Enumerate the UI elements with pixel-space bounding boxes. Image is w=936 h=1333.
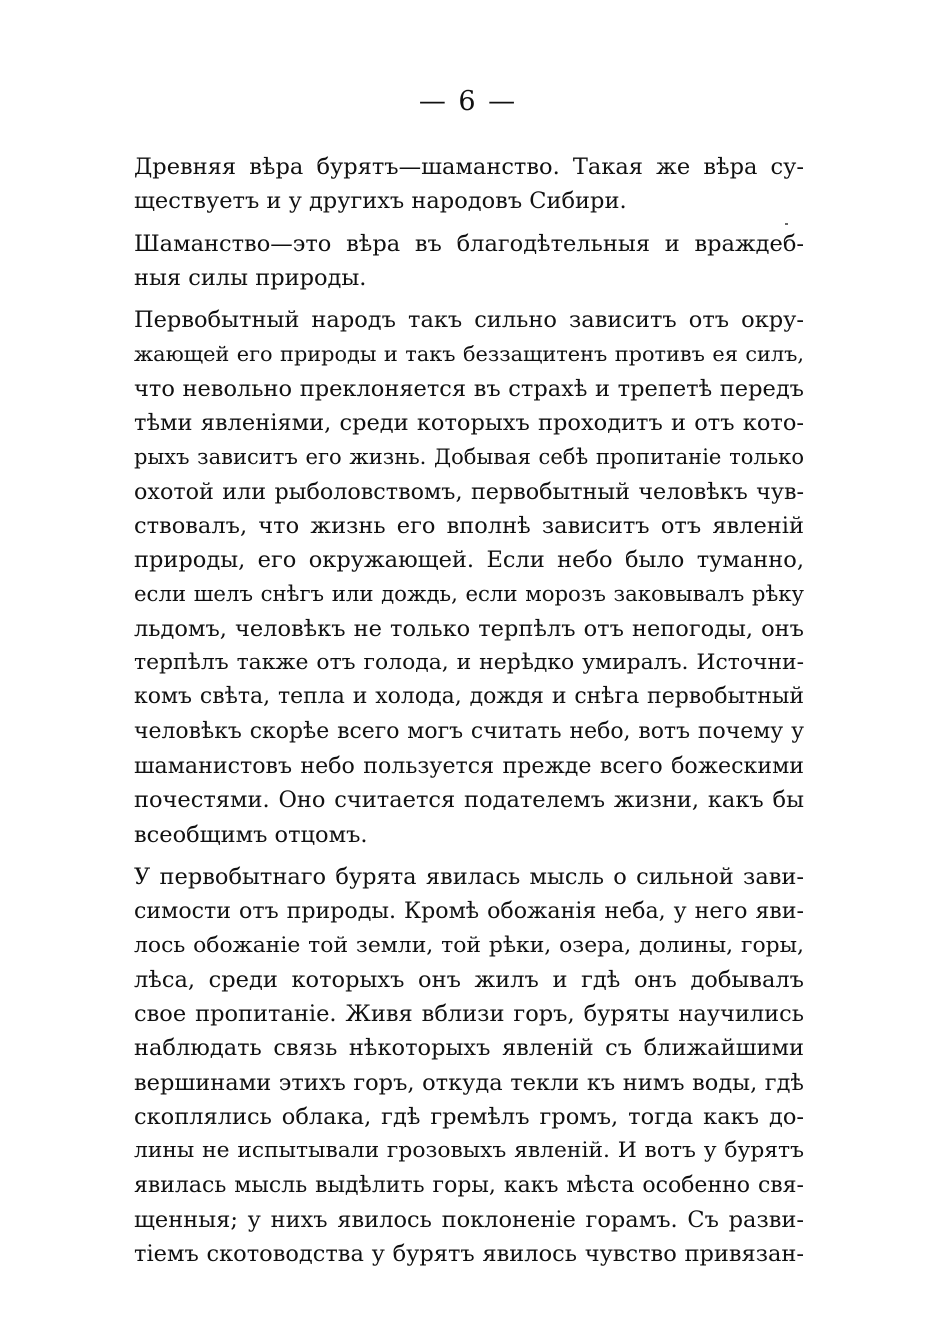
page-number: — 6 — — [418, 86, 518, 117]
text-line: ществуетъ и у другихъ народовъ Сибири. — [134, 188, 627, 215]
text-line: Первобытный народъ такъ сильно зависитъ отъ окру- — [134, 307, 804, 334]
text-line: свое пропитаніе. Живя вблизи горъ, буряты научились — [134, 1001, 804, 1028]
text-line: тіемъ скотоводства у бурятъ явилось чувство привязан- — [134, 1241, 804, 1268]
text-line: почестями. Оно считается подателемъ жизни, какъ бы — [134, 787, 804, 814]
text-line: вершинами этихъ горъ, откуда текли къ нимъ воды, гдѣ — [134, 1069, 804, 1096]
text-line: ныя силы природы. — [134, 264, 367, 291]
text-line: что невольно преклоняется въ страхѣ и трепетѣ передъ — [134, 375, 804, 402]
paragraph — [134, 150, 804, 219]
paragraph — [134, 860, 804, 1272]
text-line: ствовалъ, что жизнь его вполнѣ зависитъ отъ явленій — [134, 512, 804, 539]
text-line: человѣкъ скорѣе всего могъ считать небо, вотъ почему у — [134, 718, 804, 744]
text-line: всеобщимъ отцомъ. — [134, 821, 368, 848]
text-line: У первобытнаго бурята явилась мысль о сильной зави- — [134, 863, 804, 890]
text-line: тѣми явленіями, среди которыхъ проходитъ и отъ кото- — [134, 410, 804, 437]
text-line: терпѣлъ также отъ голода, и нерѣдко умиралъ. Источни- — [134, 650, 804, 676]
text-line: льдомъ, человѣкъ не только терпѣлъ отъ непогоды, онъ — [134, 615, 804, 642]
body-text — [134, 150, 804, 1272]
text-line: наблюдать связь нѣкоторыхъ явленій съ ближайшими — [134, 1035, 804, 1062]
text-line: шаманистовъ небо пользуется прежде всего божескими — [134, 753, 804, 780]
text-line: природы, его окружающей. Если небо было туманно, — [134, 547, 804, 574]
text-line: жающей его природы и такъ беззащитенъ противъ ея силъ, — [134, 342, 804, 367]
text-line: симости отъ природы. Кромѣ обожанія неба, у него яви- — [134, 898, 804, 925]
paragraph — [134, 227, 804, 296]
text-line: лины не испытывали грозовыхъ явленій. И вотъ у бурятъ — [134, 1138, 804, 1164]
text-line: лось обожаніе той земли, той рѣки, озера, долины, горы, — [134, 932, 804, 958]
text-line: Шаманство—это вѣра въ благодѣтельныя и враждеб- — [134, 230, 804, 257]
paragraph — [134, 303, 804, 852]
text-line: лѣса, среди которыхъ онъ жилъ и гдѣ онъ добывалъ — [134, 966, 804, 993]
text-line: рыхъ зависитъ его жизнь. Добывая себѣ пропитаніе только — [134, 444, 804, 470]
text-line: явилась мысль выдѣлить горы, какъ мѣста особенно свя- — [134, 1172, 804, 1198]
text-line: если шелъ снѣгъ или дождь, если морозъ заковывалъ рѣку — [134, 581, 804, 607]
text-line: скоплялись облака, гдѣ гремѣлъ громъ, тогда какъ до- — [134, 1104, 804, 1131]
text-line: Древняя вѣра бурятъ—шаманство. Такая же вѣра су- — [134, 154, 804, 180]
text-line: щенныя; у нихъ явилось поклоненіе горамъ. Съ разви- — [134, 1206, 804, 1233]
text-line: охотой или рыболовствомъ, первобытный человѣкъ чув- — [134, 478, 804, 505]
text-line: комъ свѣта, тепла и холода, дождя и снѣга первобытный — [134, 684, 804, 710]
